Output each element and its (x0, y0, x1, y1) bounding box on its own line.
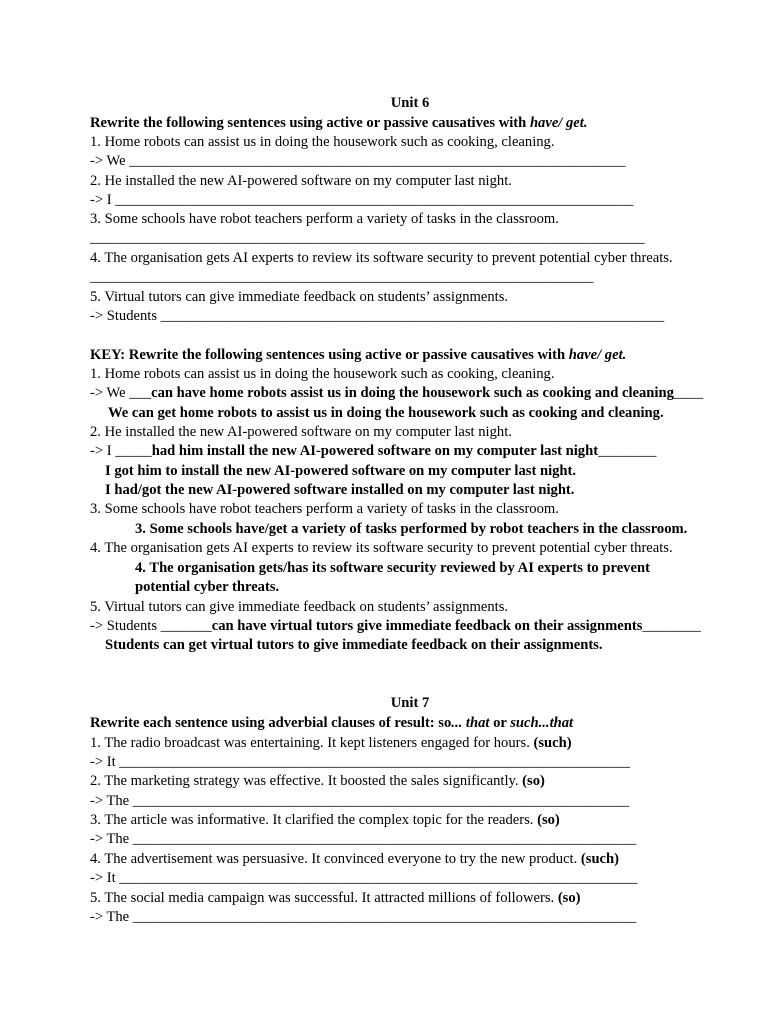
unit6-question-4: 4. The organisation gets AI experts to review its software security to prevent potential cyber threats. (90, 250, 673, 266)
unit7-question-2 (90, 772, 545, 791)
unit6-question-5: 5. Virtual tutors can give immediate feedback on students’ assignments. (90, 289, 509, 305)
key-instruction-text: KEY: Rewrite the following sentences using active or passive causatives with (90, 347, 569, 363)
unit6-answer-line-2[interactable]: -> I _______________________________________________________________________ (90, 192, 634, 208)
key-answer-1-prefix: -> We ___ (90, 385, 152, 401)
key-answer-4-line-1: 4. The organisation gets/has its software security reviewed by AI experts to prevent (135, 560, 650, 576)
unit6-answer-line-1[interactable]: -> We ____________________________________________________________________ (90, 153, 626, 169)
unit6-question-1: 1. Home robots can assist us in doing the housework such as cooking, cleaning. (90, 134, 555, 150)
key-instruction (90, 346, 626, 365)
key-question-2: 2. He installed the new AI-powered software on my computer last night. (90, 424, 512, 440)
key-question-3: 3. Some schools have robot teachers perform a variety of tasks in the classroom. (90, 501, 559, 517)
unit7-question-1-hint: (such) (533, 735, 572, 751)
unit7-answer-line-1[interactable]: -> It ______________________________________________________________________ (90, 754, 631, 770)
unit7-answer-line-4[interactable]: -> It _______________________________________________________________________ (90, 870, 638, 886)
unit6-answer-line-5[interactable]: -> Students _____________________________________________________________________ (90, 308, 665, 324)
key-question-5: 5. Virtual tutors can give immediate feedback on students’ assignments. (90, 599, 509, 615)
unit7-answer-line-5[interactable]: -> The _____________________________________________________________________ (90, 909, 637, 925)
unit7-answer-line-2[interactable]: -> The ____________________________________________________________________ (90, 793, 629, 809)
unit7-question-1-text: 1. The radio broadcast was entertaining. It kept listeners engaged for hours. (90, 735, 534, 751)
unit7-instruction-or: or (493, 715, 511, 731)
unit6-question-2: 2. He installed the new AI-powered software on my computer last night. (90, 173, 512, 189)
key-answer-2 (90, 442, 656, 461)
key-answer-2-bold: had him install the new AI-powered software on my computer last night (151, 443, 599, 459)
unit6-answer-line-3[interactable]: ____________________________________________________________________________ (90, 230, 645, 246)
unit7-question-3-text: 3. The article was informative. It clarified the complex topic for the readers. (90, 812, 538, 828)
unit7-question-4-text: 4. The advertisement was persuasive. It convinced everyone to try the new product. (90, 851, 581, 867)
key-answer-2-suffix: ________ (598, 443, 657, 459)
unit7-instruction-text: Rewrite each sentence using adverbial clauses of result: so (90, 715, 452, 731)
unit7-question-4-hint: (such) (580, 851, 620, 867)
key-answer-1-bold: can have home robots assist us in doing the housework such as cooking and cleaning (151, 385, 674, 401)
key-answer-1 (90, 384, 703, 403)
unit7-question-3 (90, 811, 560, 830)
unit6-heading: Unit 6 (390, 95, 430, 111)
unit6-answer-line-4[interactable]: _____________________________________________________________________ (90, 269, 594, 285)
key-answer-2-alt-2: I had/got the new AI-powered software installed on my computer last night. (105, 482, 575, 498)
key-answer-2-alt-1: I got him to install the new AI-powered software on my computer last night. (105, 463, 577, 479)
key-answer-1-alt: We can get home robots to assist us in doing the housework such as cooking and cleaning. (108, 405, 664, 421)
unit7-question-1 (90, 734, 572, 753)
unit7-question-5 (90, 889, 581, 908)
unit6-instruction (90, 114, 588, 133)
unit6-question-3: 3. Some schools have robot teachers perform a variety of tasks in the classroom. (90, 211, 559, 227)
key-answer-3: 3. Some schools have/get a variety of tasks performed by robot teachers in the classroom. (135, 521, 688, 537)
unit7-instruction-italic-1: ... (451, 715, 463, 731)
key-answer-5-prefix: -> Students _______ (90, 618, 212, 634)
key-answer-2-prefix: -> I _____ (90, 443, 152, 459)
key-answer-5 (90, 617, 701, 636)
unit7-instruction-italic-2: that (462, 715, 494, 731)
key-answer-1-suffix: ____ (673, 385, 704, 401)
key-question-4: 4. The organisation gets AI experts to review its software security to prevent potential cyber threats. (90, 540, 673, 556)
unit7-question-2-hint: (so) (522, 773, 545, 789)
instruction-italic: have/ get. (529, 115, 588, 131)
key-answer-5-alt: Students can get virtual tutors to give immediate feedback on their assignments. (105, 637, 603, 653)
key-answer-4-line-2: potential cyber threats. (135, 579, 280, 595)
unit7-instruction (90, 714, 573, 733)
unit7-heading: Unit 7 (390, 695, 430, 711)
key-instruction-italic: have/ get. (568, 347, 627, 363)
unit7-instruction-italic-3: such...that (510, 715, 574, 731)
unit7-question-5-text: 5. The social media campaign was successful. It attracted millions of followers. (90, 890, 558, 906)
unit7-question-3-hint: (so) (537, 812, 560, 828)
unit7-question-4 (90, 850, 619, 869)
key-answer-5-bold: can have virtual tutors give immediate feedback on their assignments (211, 618, 643, 634)
key-question-1: 1. Home robots can assist us in doing the housework such as cooking, cleaning. (90, 366, 555, 382)
key-answer-5-suffix: ________ (642, 618, 701, 634)
unit7-question-2-text: 2. The marketing strategy was effective. It boosted the sales significantly. (90, 773, 523, 789)
unit7-answer-line-3[interactable]: -> The _____________________________________________________________________ (90, 831, 637, 847)
unit7-question-5-hint: (so) (557, 890, 581, 906)
instruction-text: Rewrite the following sentences using active or passive causatives with (90, 115, 530, 131)
